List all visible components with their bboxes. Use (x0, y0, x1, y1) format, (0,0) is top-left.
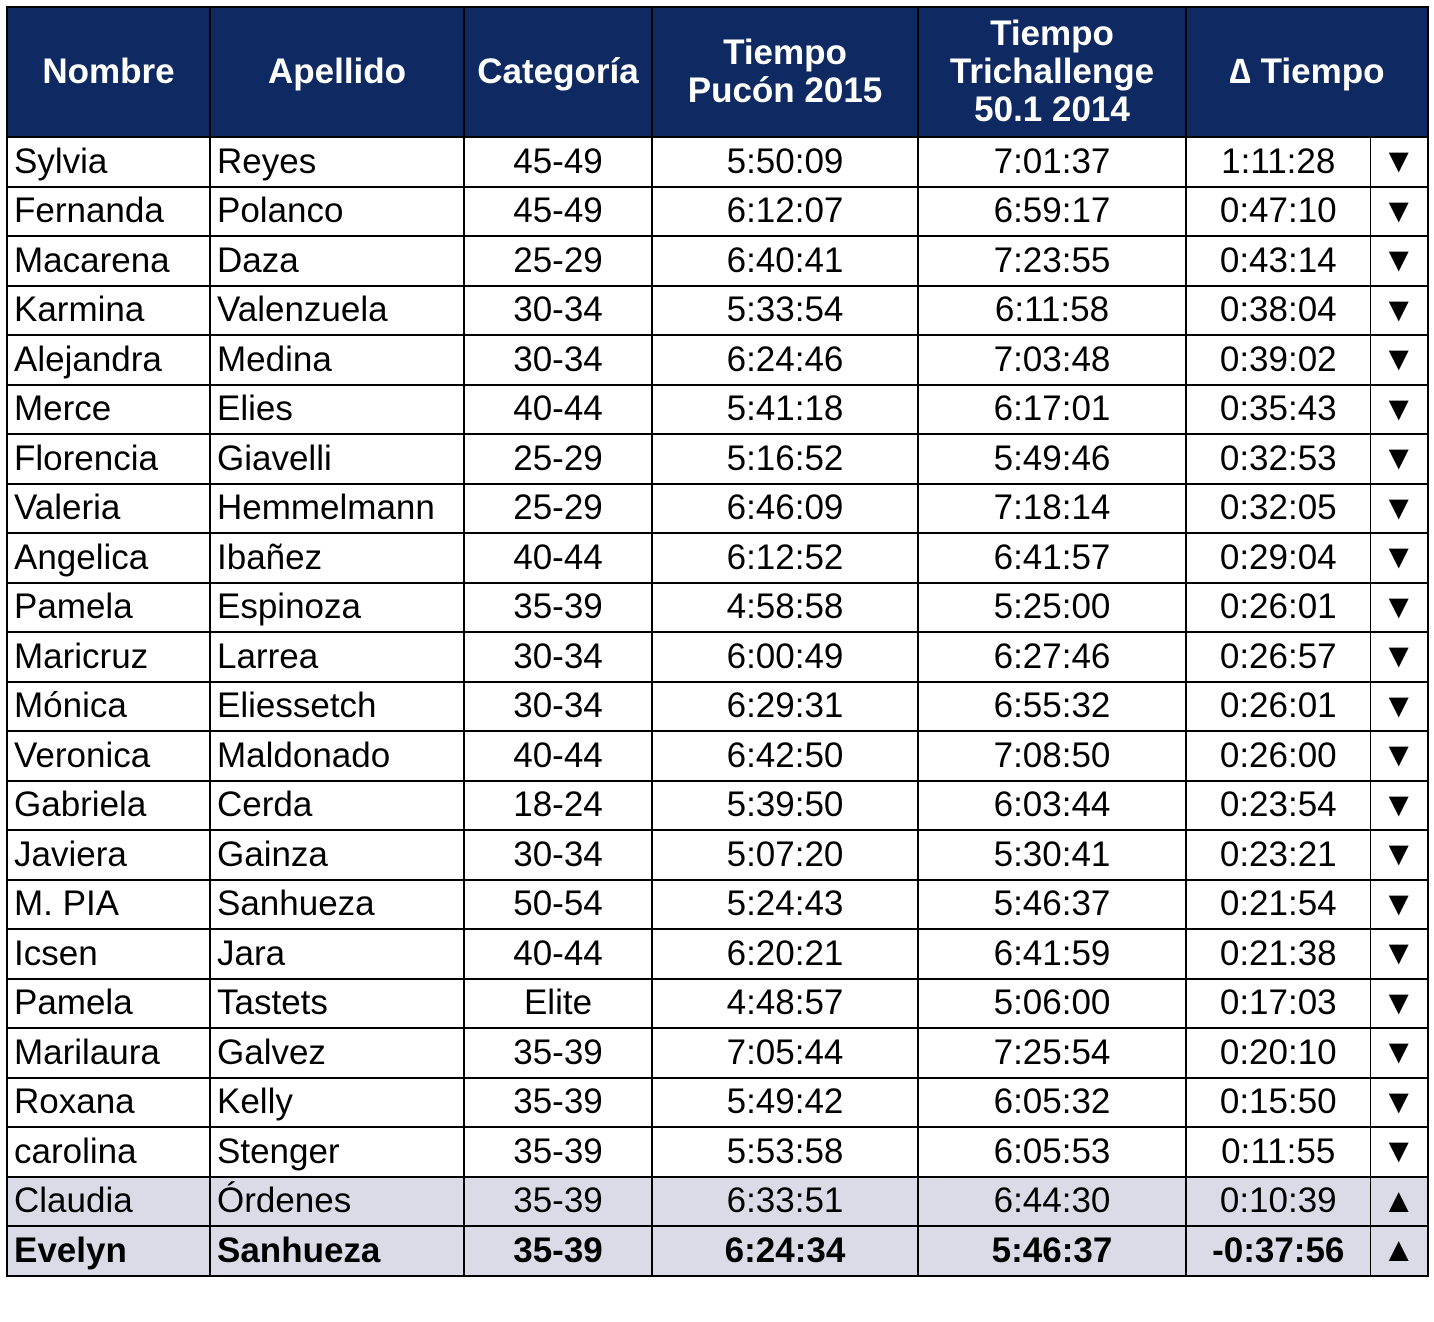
cell-nombre: Mónica (7, 682, 210, 732)
cell-nombre: Angelica (7, 533, 210, 583)
cell-tiempo-trichallenge: 5:30:41 (918, 830, 1186, 880)
cell-tiempo-pucon: 7:05:44 (652, 1028, 918, 1078)
cell-tiempo-trichallenge: 6:55:32 (918, 682, 1186, 732)
header-delta-tiempo: ∆ Tiempo (1186, 7, 1428, 137)
cell-apellido: Gainza (210, 830, 464, 880)
cell-categoria: 30-34 (464, 632, 652, 682)
cell-nombre: Macarena (7, 236, 210, 286)
cell-nombre: Merce (7, 385, 210, 435)
cell-tiempo-pucon: 6:29:31 (652, 682, 918, 732)
cell-tiempo-trichallenge: 6:41:57 (918, 533, 1186, 583)
cell-tiempo-pucon: 5:41:18 (652, 385, 918, 435)
table-row (7, 187, 1428, 237)
cell-tiempo-pucon: 6:00:49 (652, 632, 918, 682)
table-row (7, 484, 1428, 534)
table-row (7, 1028, 1428, 1078)
trend-arrow-icon: ▼ (1370, 1127, 1428, 1177)
cell-tiempo-trichallenge: 6:17:01 (918, 385, 1186, 435)
cell-categoria: Elite (464, 979, 652, 1029)
cell-delta-tiempo: 0:26:00 (1186, 731, 1370, 781)
cell-tiempo-pucon: 6:12:52 (652, 533, 918, 583)
cell-nombre: M. PIA (7, 880, 210, 930)
trend-arrow-icon: ▼ (1370, 731, 1428, 781)
cell-nombre: Florencia (7, 434, 210, 484)
header-apellido: Apellido (210, 7, 464, 137)
cell-delta-tiempo: -0:37:56 (1186, 1226, 1370, 1276)
cell-apellido: Ibañez (210, 533, 464, 583)
cell-tiempo-pucon: 5:53:58 (652, 1127, 918, 1177)
cell-apellido: Stenger (210, 1127, 464, 1177)
cell-nombre: Pamela (7, 979, 210, 1029)
table-row (7, 286, 1428, 336)
cell-tiempo-pucon: 5:16:52 (652, 434, 918, 484)
table-row (7, 929, 1428, 979)
cell-categoria: 45-49 (464, 187, 652, 237)
table-row (7, 979, 1428, 1029)
cell-apellido: Reyes (210, 137, 464, 187)
table-row (7, 781, 1428, 831)
table-row (7, 434, 1428, 484)
cell-apellido: Sanhueza (210, 880, 464, 930)
trend-arrow-icon: ▼ (1370, 335, 1428, 385)
cell-nombre: Valeria (7, 484, 210, 534)
cell-apellido: Valenzuela (210, 286, 464, 336)
cell-apellido: Jara (210, 929, 464, 979)
trend-arrow-icon: ▲ (1370, 1177, 1428, 1227)
cell-categoria: 35-39 (464, 1226, 652, 1276)
trend-arrow-icon: ▼ (1370, 682, 1428, 732)
cell-tiempo-pucon: 6:24:46 (652, 335, 918, 385)
table-row (7, 1226, 1428, 1276)
cell-tiempo-trichallenge: 7:23:55 (918, 236, 1186, 286)
cell-categoria: 35-39 (464, 1177, 652, 1227)
table-row (7, 1127, 1428, 1177)
table-row (7, 533, 1428, 583)
cell-categoria: 35-39 (464, 583, 652, 633)
table-row (7, 880, 1428, 930)
cell-nombre: Veronica (7, 731, 210, 781)
cell-categoria: 30-34 (464, 335, 652, 385)
header-nombre: Nombre (7, 7, 210, 137)
table-row (7, 682, 1428, 732)
cell-nombre: Roxana (7, 1078, 210, 1128)
cell-nombre: Pamela (7, 583, 210, 633)
trend-arrow-icon: ▼ (1370, 880, 1428, 930)
cell-tiempo-trichallenge: 7:08:50 (918, 731, 1186, 781)
cell-categoria: 40-44 (464, 385, 652, 435)
table-row (7, 632, 1428, 682)
cell-apellido: Órdenes (210, 1177, 464, 1227)
cell-categoria: 25-29 (464, 484, 652, 534)
cell-tiempo-pucon: 6:24:34 (652, 1226, 918, 1276)
trend-arrow-icon: ▼ (1370, 979, 1428, 1029)
cell-apellido: Sanhueza (210, 1226, 464, 1276)
cell-apellido: Maldonado (210, 731, 464, 781)
cell-nombre: Icsen (7, 929, 210, 979)
trend-arrow-icon: ▼ (1370, 632, 1428, 682)
cell-apellido: Polanco (210, 187, 464, 237)
cell-tiempo-pucon: 5:50:09 (652, 137, 918, 187)
trend-arrow-icon: ▼ (1370, 929, 1428, 979)
cell-delta-tiempo: 0:47:10 (1186, 187, 1370, 237)
trend-arrow-icon: ▼ (1370, 1028, 1428, 1078)
table-row (7, 236, 1428, 286)
cell-delta-tiempo: 0:11:55 (1186, 1127, 1370, 1177)
cell-tiempo-pucon: 6:40:41 (652, 236, 918, 286)
trend-arrow-icon: ▼ (1370, 830, 1428, 880)
cell-nombre: Sylvia (7, 137, 210, 187)
cell-apellido: Giavelli (210, 434, 464, 484)
cell-nombre: Alejandra (7, 335, 210, 385)
header-tiempo-pucon: Tiempo Pucón 2015 (652, 7, 918, 137)
cell-categoria: 25-29 (464, 434, 652, 484)
cell-delta-tiempo: 0:10:39 (1186, 1177, 1370, 1227)
cell-categoria: 35-39 (464, 1028, 652, 1078)
cell-tiempo-pucon: 4:58:58 (652, 583, 918, 633)
cell-tiempo-trichallenge: 6:59:17 (918, 187, 1186, 237)
table-row (7, 137, 1428, 187)
trend-arrow-icon: ▼ (1370, 583, 1428, 633)
cell-nombre: Karmina (7, 286, 210, 336)
trend-arrow-icon: ▼ (1370, 484, 1428, 534)
cell-delta-tiempo: 1:11:28 (1186, 137, 1370, 187)
cell-categoria: 30-34 (464, 682, 652, 732)
cell-tiempo-trichallenge: 7:01:37 (918, 137, 1186, 187)
cell-tiempo-pucon: 5:39:50 (652, 781, 918, 831)
cell-nombre: Claudia (7, 1177, 210, 1227)
cell-apellido: Larrea (210, 632, 464, 682)
table-row (7, 1177, 1428, 1227)
cell-nombre: Fernanda (7, 187, 210, 237)
cell-delta-tiempo: 0:43:14 (1186, 236, 1370, 286)
trend-arrow-icon: ▼ (1370, 1078, 1428, 1128)
trend-arrow-icon: ▲ (1370, 1226, 1428, 1276)
results-table (6, 6, 1429, 1277)
cell-tiempo-trichallenge: 6:03:44 (918, 781, 1186, 831)
cell-delta-tiempo: 0:26:01 (1186, 583, 1370, 633)
cell-tiempo-trichallenge: 5:46:37 (918, 880, 1186, 930)
cell-delta-tiempo: 0:21:38 (1186, 929, 1370, 979)
trend-arrow-icon: ▼ (1370, 236, 1428, 286)
cell-delta-tiempo: 0:26:01 (1186, 682, 1370, 732)
cell-tiempo-trichallenge: 7:18:14 (918, 484, 1186, 534)
cell-categoria: 35-39 (464, 1127, 652, 1177)
cell-delta-tiempo: 0:21:54 (1186, 880, 1370, 930)
cell-delta-tiempo: 0:29:04 (1186, 533, 1370, 583)
trend-arrow-icon: ▼ (1370, 187, 1428, 237)
trend-arrow-icon: ▼ (1370, 533, 1428, 583)
cell-apellido: Elies (210, 385, 464, 435)
cell-tiempo-trichallenge: 6:41:59 (918, 929, 1186, 979)
cell-delta-tiempo: 0:39:02 (1186, 335, 1370, 385)
table-row (7, 583, 1428, 633)
cell-tiempo-trichallenge: 5:46:37 (918, 1226, 1186, 1276)
cell-tiempo-trichallenge: 6:44:30 (918, 1177, 1186, 1227)
cell-nombre: Maricruz (7, 632, 210, 682)
cell-tiempo-pucon: 6:12:07 (652, 187, 918, 237)
cell-nombre: Evelyn (7, 1226, 210, 1276)
header-categoria: Categoría (464, 7, 652, 137)
trend-arrow-icon: ▼ (1370, 781, 1428, 831)
cell-apellido: Tastets (210, 979, 464, 1029)
cell-nombre: Javiera (7, 830, 210, 880)
cell-tiempo-pucon: 6:42:50 (652, 731, 918, 781)
cell-tiempo-pucon: 4:48:57 (652, 979, 918, 1029)
cell-tiempo-pucon: 5:33:54 (652, 286, 918, 336)
cell-tiempo-trichallenge: 6:05:53 (918, 1127, 1186, 1177)
cell-delta-tiempo: 0:17:03 (1186, 979, 1370, 1029)
cell-tiempo-pucon: 5:49:42 (652, 1078, 918, 1128)
cell-apellido: Galvez (210, 1028, 464, 1078)
cell-delta-tiempo: 0:38:04 (1186, 286, 1370, 336)
cell-tiempo-trichallenge: 5:49:46 (918, 434, 1186, 484)
cell-nombre: carolina (7, 1127, 210, 1177)
cell-categoria: 18-24 (464, 781, 652, 831)
header-row (7, 7, 1428, 137)
cell-nombre: Gabriela (7, 781, 210, 831)
cell-tiempo-trichallenge: 5:06:00 (918, 979, 1186, 1029)
cell-tiempo-pucon: 6:33:51 (652, 1177, 918, 1227)
cell-categoria: 30-34 (464, 830, 652, 880)
cell-tiempo-trichallenge: 6:11:58 (918, 286, 1186, 336)
cell-delta-tiempo: 0:20:10 (1186, 1028, 1370, 1078)
cell-categoria: 35-39 (464, 1078, 652, 1128)
cell-categoria: 40-44 (464, 533, 652, 583)
cell-tiempo-pucon: 5:07:20 (652, 830, 918, 880)
cell-categoria: 25-29 (464, 236, 652, 286)
trend-arrow-icon: ▼ (1370, 385, 1428, 435)
table-row (7, 830, 1428, 880)
cell-categoria: 50-54 (464, 880, 652, 930)
cell-apellido: Kelly (210, 1078, 464, 1128)
cell-apellido: Cerda (210, 781, 464, 831)
cell-categoria: 45-49 (464, 137, 652, 187)
cell-categoria: 40-44 (464, 929, 652, 979)
cell-categoria: 40-44 (464, 731, 652, 781)
trend-arrow-icon: ▼ (1370, 434, 1428, 484)
cell-apellido: Espinoza (210, 583, 464, 633)
cell-nombre: Marilaura (7, 1028, 210, 1078)
cell-delta-tiempo: 0:32:05 (1186, 484, 1370, 534)
cell-tiempo-pucon: 6:46:09 (652, 484, 918, 534)
cell-delta-tiempo: 0:26:57 (1186, 632, 1370, 682)
cell-apellido: Daza (210, 236, 464, 286)
table-row (7, 335, 1428, 385)
table-row (7, 731, 1428, 781)
cell-apellido: Eliessetch (210, 682, 464, 732)
cell-categoria: 30-34 (464, 286, 652, 336)
cell-tiempo-trichallenge: 7:03:48 (918, 335, 1186, 385)
cell-tiempo-pucon: 5:24:43 (652, 880, 918, 930)
cell-tiempo-trichallenge: 7:25:54 (918, 1028, 1186, 1078)
table-row (7, 1078, 1428, 1128)
cell-apellido: Hemmelmann (210, 484, 464, 534)
header-tiempo-trichallenge: Tiempo Trichallenge 50.1 2014 (918, 7, 1186, 137)
cell-tiempo-trichallenge: 6:05:32 (918, 1078, 1186, 1128)
trend-arrow-icon: ▼ (1370, 286, 1428, 336)
cell-tiempo-trichallenge: 5:25:00 (918, 583, 1186, 633)
cell-tiempo-trichallenge: 6:27:46 (918, 632, 1186, 682)
cell-delta-tiempo: 0:15:50 (1186, 1078, 1370, 1128)
cell-delta-tiempo: 0:23:54 (1186, 781, 1370, 831)
cell-apellido: Medina (210, 335, 464, 385)
cell-delta-tiempo: 0:32:53 (1186, 434, 1370, 484)
trend-arrow-icon: ▼ (1370, 137, 1428, 187)
table-row (7, 385, 1428, 435)
cell-delta-tiempo: 0:35:43 (1186, 385, 1370, 435)
cell-tiempo-pucon: 6:20:21 (652, 929, 918, 979)
cell-delta-tiempo: 0:23:21 (1186, 830, 1370, 880)
